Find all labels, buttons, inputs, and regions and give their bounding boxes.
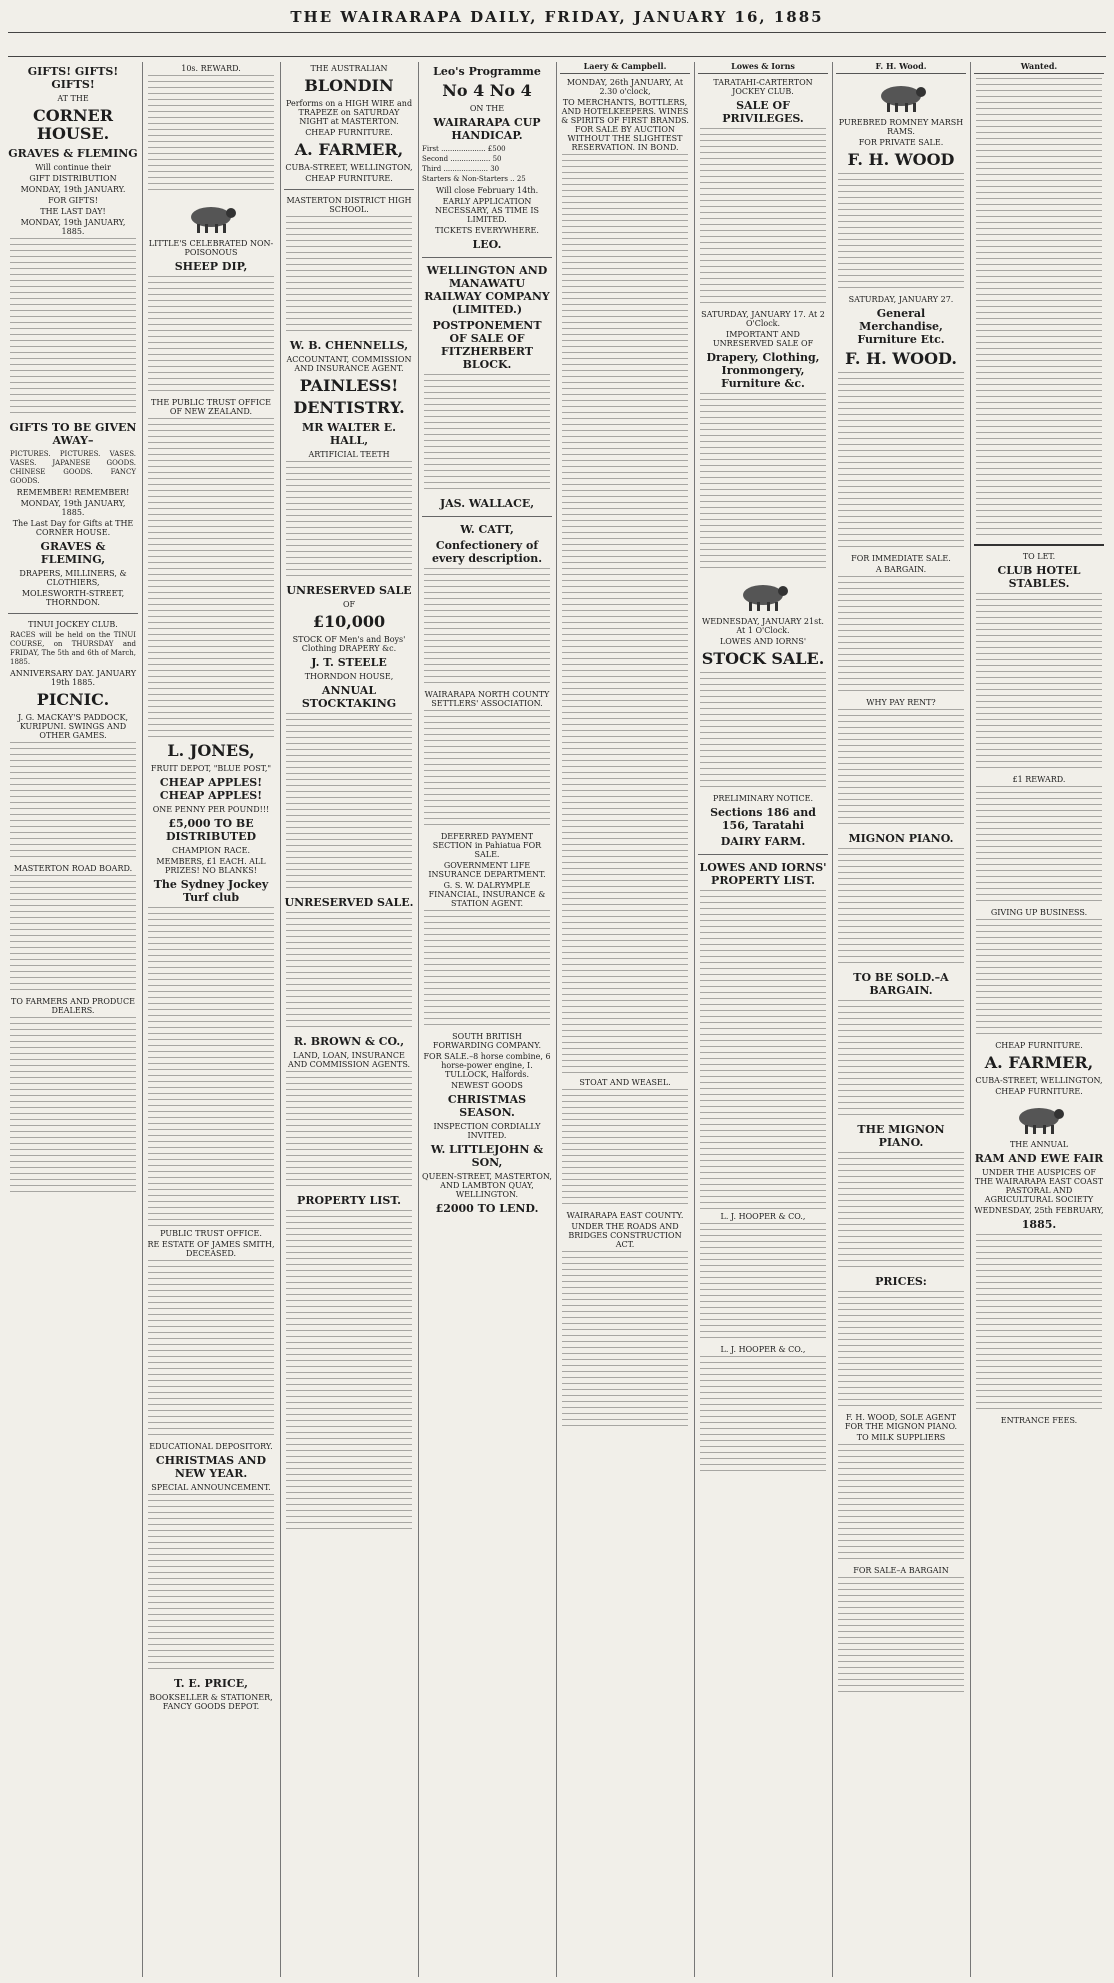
ad-headline: £5,000 TO BE DISTRIBUTED: [165, 817, 257, 843]
body-text-block: [286, 216, 412, 336]
column-divider: [418, 62, 419, 1977]
ad-headline: CHEAP APPLES! CHEAP APPLES!: [159, 776, 263, 802]
ad-headline: Drapery, Clothing, Ironmongery, Furniture &c.: [706, 351, 820, 390]
ad-headline: GIFTS! GIFTS! GIFTS!: [27, 65, 119, 91]
body-text-block: [10, 238, 136, 418]
body-text-block: [10, 875, 136, 995]
ad-text: PRELIMINARY NOTICE.: [712, 794, 813, 803]
body-text-block: [424, 710, 550, 830]
body-text-block: [286, 912, 412, 1032]
ad-text: CHEAP FURNITURE.: [305, 174, 393, 183]
ad-headline: J. T. STEELE: [311, 656, 387, 669]
ad-headline: PROPERTY LIST.: [297, 1194, 401, 1207]
ad-headline: CLUB HOTEL STABLES.: [997, 564, 1081, 590]
ad-text: GIFT DISTRIBUTION: [29, 174, 117, 183]
ad-text: DRAPERS, MILLINERS, & CLOTHIERS,: [19, 569, 127, 587]
ad-headline: JAS. WALLACE,: [439, 497, 535, 510]
body-text-block: [838, 576, 964, 696]
ad-text: FOR PRIVATE SALE.: [858, 138, 944, 147]
ad-text: TO MERCHANTS, BOTTLERS, AND HOTELKEEPERS. WINES & SPIRITS OF FIRST BRANDS. FOR SALE BY AUCTION WITHOUT THE SLIGHTEST RESERVATION. IN BOND.: [561, 98, 689, 152]
ad-text: DEFERRED PAYMENT SECTION in Pahiatua FOR SALE.: [432, 832, 542, 859]
ad-text: TO FARMERS AND PRODUCE DEALERS.: [11, 997, 135, 1015]
ad-headline: £10,000: [312, 612, 386, 631]
ad-text: ON THE: [469, 104, 505, 113]
prize-list: [422, 145, 552, 184]
ad-text: ONE PENNY PER POUND!!!: [152, 805, 270, 814]
ad-text: THE PUBLIC TRUST OFFICE OF NEW ZEALAND.: [151, 398, 271, 416]
separator: [422, 257, 552, 258]
body-text-block: [838, 709, 964, 829]
body-text-block: [838, 1152, 964, 1272]
separator: [974, 544, 1104, 546]
column-divider: [694, 62, 695, 1977]
ad-text: TINUI JOCKEY CLUB.: [28, 620, 118, 629]
body-text-block: [976, 593, 1102, 773]
ad-headline: Leo's Programme: [433, 65, 541, 78]
body-text-block: [700, 890, 826, 1210]
body-text-block: [976, 919, 1102, 1039]
body-text-block: [700, 1356, 826, 1476]
ad-headline: POSTPONEMENT OF SALE OF FITZHERBERT BLOCK.: [432, 319, 542, 371]
ad-text: UNDER THE ROADS AND BRIDGES CONSTRUCTION ACT.: [568, 1222, 682, 1249]
ad-headline: STOCK SALE.: [701, 649, 825, 668]
separator: [284, 189, 414, 190]
ad-text: THE ANNUAL: [1009, 1140, 1069, 1149]
ad-text: PICTURES. PICTURES. VASES. VASES. JAPANESE GOODS. CHINESE GOODS. FANCY GOODS.: [10, 450, 136, 485]
sheep-illustration: [1009, 1100, 1069, 1136]
ad-text: MASTERTON ROAD BOARD.: [13, 864, 133, 873]
body-text-block: [10, 742, 136, 862]
column-2: [146, 62, 276, 1977]
ad-text: £1 REWARD.: [1012, 775, 1066, 784]
column-divider: [832, 62, 833, 1977]
ad-headline: W. B. CHENNELLS,: [289, 339, 409, 352]
column-divider: [280, 62, 281, 1977]
body-text-block: [976, 78, 1102, 538]
ad-text: MASTERTON DISTRICT HIGH SCHOOL.: [286, 196, 412, 214]
ad-headline: GIFTS TO BE GIVEN AWAY–: [9, 421, 137, 447]
body-text-block: [424, 568, 550, 688]
ad-headline: UNRESERVED SALE: [286, 584, 412, 597]
body-text-block: [838, 1291, 964, 1411]
ad-text: Performs on a HIGH WIRE and TRAPEZE on SATURDAY NIGHT at MASTERTON.: [285, 99, 413, 126]
ad-text: OF: [342, 600, 356, 609]
ad-text: The Last Day for Gifts at THE CORNER HOUSE.: [12, 519, 134, 537]
ad-text: SPECIAL ANNOUNCEMENT.: [151, 1483, 271, 1492]
ad-text: L. J. HOOPER & CO.,: [720, 1212, 806, 1221]
ad-text: ARTIFICIAL TEETH: [308, 450, 390, 459]
ad-headline: L. JONES,: [167, 741, 255, 760]
ad-headline: A. FARMER,: [984, 1053, 1094, 1072]
ad-text: A BARGAIN.: [875, 565, 927, 574]
ad-text: CUBA-STREET, WELLINGTON,: [975, 1076, 1103, 1085]
ad-text: WAIRARAPA NORTH COUNTY SETTLERS' ASSOCIATION.: [424, 690, 550, 708]
ad-text: THE LAST DAY!: [40, 207, 106, 216]
ad-text: Will close February 14th.: [435, 186, 539, 195]
ad-text: MONDAY, 19th JANUARY, 1885.: [20, 499, 126, 517]
ad-headline: F. H. WOOD.: [845, 349, 957, 368]
ad-headline: MR WALTER E. HALL,: [302, 421, 396, 447]
ad-text: FOR IMMEDIATE SALE.: [851, 554, 951, 563]
ad-text: IMPORTANT AND UNRESERVED SALE OF: [712, 330, 814, 348]
ad-text: RACES will be held on the TINUI COURSE, on THURSDAY and FRIDAY, The 5th and 6th of March, 1885.: [10, 631, 136, 666]
column-divider: [556, 62, 557, 1977]
body-text-block: [838, 372, 964, 552]
ad-headline: CHRISTMAS AND NEW YEAR.: [155, 1454, 267, 1480]
ad-text: PUREBRED ROMNEY MARSH RAMS.: [838, 118, 964, 136]
sheep-illustration: [733, 577, 793, 613]
ad-headline: The Sydney Jockey Turf club: [153, 878, 269, 904]
ad-text: MONDAY, 19th JANUARY.: [20, 185, 126, 194]
ad-text: LITTLE'S CELEBRATED NON-POISONOUS: [148, 239, 274, 257]
body-text-block: [148, 907, 274, 1227]
ad-headline: LEO.: [472, 238, 502, 251]
body-text-block: [976, 1234, 1102, 1414]
ad-text: RE ESTATE OF JAMES SMITH, DECEASED.: [147, 1240, 275, 1258]
ad-text: REMEMBER! REMEMBER!: [16, 488, 130, 497]
body-text-block: [838, 848, 964, 968]
body-text-block: [700, 128, 826, 308]
ad-text: BOOKSELLER & STATIONER, FANCY GOODS DEPOT.: [149, 1693, 273, 1711]
ad-text: UNDER THE AUSPICES OF THE WAIRARAPA EAST COAST PASTORAL AND AGRICULTURAL SOCIETY: [974, 1168, 1104, 1204]
body-text-block: [976, 786, 1102, 906]
ad-text: NEWEST GOODS: [451, 1081, 523, 1090]
prize-list-item: First .................... £500: [422, 145, 506, 153]
body-text-block: [838, 1444, 964, 1564]
ad-headline: No 4 No 4: [442, 81, 532, 100]
body-text-block: [838, 173, 964, 293]
body-text-block: [148, 276, 274, 396]
ad-text: WEDNESDAY, 25th FEBRUARY,: [974, 1206, 1104, 1215]
ad-headline: THE MIGNON PIANO.: [857, 1123, 945, 1149]
ad-headline: SHEEP DIP,: [174, 260, 248, 273]
column-4: [422, 62, 552, 1977]
body-text-block: [700, 672, 826, 792]
ad-text: TO LET.: [1022, 552, 1056, 561]
ad-headline: PAINLESS!: [299, 376, 399, 395]
ad-text: LAND, LOAN, INSURANCE AND COMMISSION AGENTS.: [287, 1051, 411, 1069]
ad-text: STOCK OF Men's and Boys' Clothing DRAPERY &c.: [292, 635, 406, 653]
body-text-block: [286, 1210, 412, 1530]
ad-headline: WELLINGTON AND MANAWATU RAILWAY COMPANY (LIMITED.): [424, 264, 550, 316]
ad-text: CUBA-STREET, WELLINGTON,: [285, 163, 413, 172]
body-text-block: [286, 461, 412, 581]
body-text-block: [286, 713, 412, 893]
column-divider: [142, 62, 143, 1977]
ad-headline: T. E. PRICE,: [174, 1677, 248, 1690]
ad-headline: Confectionery of every description.: [431, 539, 543, 565]
ad-text: CHEAP FURNITURE.: [995, 1041, 1083, 1050]
ad-text: F. H. WOOD, SOLE AGENT FOR THE MIGNON PIANO.: [844, 1413, 958, 1431]
ad-headline: F. H. WOOD: [847, 150, 955, 169]
ad-text: SATURDAY, JANUARY 27.: [848, 295, 954, 304]
ad-headline: £2000 TO LEND.: [435, 1202, 539, 1215]
ad-text: GOVERNMENT LIFE INSURANCE DEPARTMENT.: [428, 861, 546, 879]
body-text-block: [424, 374, 550, 494]
column-header: Wanted.: [974, 62, 1104, 74]
ad-text: QUEEN-STREET, MASTERTON, AND LAMBTON QUAY, WELLINGTON.: [422, 1172, 552, 1199]
body-text-block: [424, 910, 550, 1030]
column-header: Lowes & Iorns: [698, 62, 828, 74]
column-header: Laery & Campbell.: [560, 62, 690, 74]
body-text-block: [562, 616, 688, 1076]
ad-headline: CORNER HOUSE.: [32, 106, 114, 143]
masthead: THE WAIRARAPA DAILY, FRIDAY, JANUARY 16, 1885: [290, 8, 824, 26]
body-text-block: [562, 154, 688, 614]
column-3: [284, 62, 414, 1977]
ad-text: Will continue their: [35, 163, 111, 172]
body-text-block: [148, 1494, 274, 1674]
ad-headline: A. FARMER,: [294, 140, 404, 159]
ad-text: LOWES AND IORNS': [719, 637, 807, 646]
ad-headline: MIGNON PIANO.: [848, 832, 954, 845]
body-text-block: [700, 1223, 826, 1343]
column-8: [974, 62, 1104, 1977]
column-5: [560, 62, 690, 1977]
ad-text: MEMBERS, £1 EACH. ALL PRIZES! NO BLANKS!: [156, 857, 266, 875]
ad-headline: DENTISTRY.: [293, 398, 405, 417]
ad-text: FRUIT DEPOT, "BLUE POST,": [150, 764, 272, 773]
prize-list-item: Third .................... 30: [422, 165, 500, 173]
body-text-block: [148, 1260, 274, 1440]
ad-text: MONDAY, 26th JANUARY, At 2.30 o'clock,: [566, 78, 684, 96]
ad-headline: SALE OF PRIVILEGES.: [722, 99, 804, 125]
ad-text: WAIRARAPA EAST COUNTY.: [566, 1211, 684, 1220]
ad-headline: GRAVES & FLEMING,: [40, 540, 106, 566]
ad-headline: DAIRY FARM.: [720, 835, 806, 848]
prize-list-item: Second .................. 50: [422, 155, 502, 163]
body-text-block: [562, 1251, 688, 1431]
ad-text: STOAT AND WEASEL.: [579, 1078, 671, 1087]
ad-text: GIVING UP BUSINESS.: [990, 908, 1088, 917]
ad-text: PUBLIC TRUST OFFICE.: [160, 1229, 262, 1238]
ad-text: CHAMPION RACE.: [171, 846, 250, 855]
ad-text: TARATAHI-CARTERTON JOCKEY CLUB.: [713, 78, 813, 96]
ad-text: MOLESWORTH-STREET, THORNDON.: [21, 589, 125, 607]
prize-list-item: Starters & Non-Starters .. 25: [422, 175, 526, 183]
masthead-rule-bottom: [8, 56, 1106, 57]
body-text-block: [286, 1071, 412, 1191]
ad-text: EARLY APPLICATION NECESSARY, AS TIME IS LIMITED.: [434, 197, 540, 224]
ad-text: FOR GIFTS!: [48, 196, 98, 205]
ad-headline: WAIRARAPA CUP HANDICAP.: [433, 116, 541, 142]
ad-text: THORNDON HOUSE,: [304, 672, 394, 681]
column-7: [836, 62, 966, 1977]
ad-text: CHEAP FURNITURE.: [305, 128, 393, 137]
sheep-illustration: [181, 199, 241, 235]
body-text-block: [700, 393, 826, 573]
body-text-block: [838, 1577, 964, 1697]
ad-headline: General Merchandise, Furniture Etc.: [857, 307, 945, 346]
ad-text: FOR SALE.–8 horse combine, 6 horse-power engine, I. TULLOCK, Halfords.: [423, 1052, 551, 1079]
ad-headline: UNRESERVED SALE.: [284, 896, 414, 909]
ad-headline: Sections 186 and 156, Taratahi: [710, 806, 816, 832]
ad-text: ENTRANCE FEES.: [1000, 1416, 1078, 1425]
ad-headline: ANNUAL STOCKTAKING: [301, 684, 397, 710]
ad-text: TICKETS EVERYWHERE.: [435, 226, 539, 235]
ad-headline: CHRISTMAS SEASON.: [447, 1093, 527, 1119]
ad-headline: RAM AND EWE FAIR: [974, 1152, 1104, 1165]
ad-headline: R. BROWN & CO.,: [293, 1035, 405, 1048]
ad-headline: 1885.: [1021, 1218, 1057, 1231]
ad-headline: PRICES:: [875, 1275, 927, 1288]
masthead-rule-top: [8, 32, 1106, 33]
ad-headline: W. LITTLEJOHN & SON,: [430, 1143, 544, 1169]
separator: [8, 613, 138, 614]
body-text-block: [10, 1017, 136, 1197]
ad-text: SATURDAY, JANUARY 17. At 2 O'Clock.: [701, 310, 825, 328]
column-6: [698, 62, 828, 1977]
ad-text: FOR SALE–A BARGAIN: [853, 1566, 949, 1575]
ad-headline: PICNIC.: [36, 690, 110, 709]
ad-headline: GRAVES & FLEMING: [8, 147, 138, 160]
ad-text: TO MILK SUPPLIERS: [856, 1433, 946, 1442]
body-text-block: [562, 1089, 688, 1209]
body-text-block: [148, 418, 274, 738]
ad-text: G. S. W. DALRYMPLE FINANCIAL, INSURANCE & STATION AGENT.: [428, 881, 546, 908]
ad-text: ANNIVERSARY DAY. JANUARY 19th 1885.: [10, 669, 136, 687]
ad-text: J. G. MACKAY'S PADDOCK, KURIPUNI. SWINGS AND OTHER GAMES.: [17, 713, 128, 740]
ad-headline: TO BE SOLD.–A BARGAIN.: [853, 971, 949, 997]
ad-text: THE AUSTRALIAN: [310, 64, 388, 73]
sheep-illustration: [871, 78, 931, 114]
ad-text: INSPECTION CORDIALLY INVITED.: [433, 1122, 541, 1140]
ad-text: EDUCATIONAL DEPOSITORY.: [149, 1442, 273, 1451]
ad-text: 10s. REWARD.: [181, 64, 241, 73]
ad-text: ACCOUNTANT, COMMISSION AND INSURANCE AGENT.: [286, 355, 412, 373]
separator: [422, 516, 552, 517]
body-text-block: [148, 75, 274, 195]
ad-text: CHEAP FURNITURE.: [995, 1087, 1083, 1096]
ad-text: WEDNESDAY, JANUARY 21st. At 1 O'Clock.: [702, 617, 824, 635]
ad-text: AT THE: [57, 94, 89, 103]
ad-text: WHY PAY RENT?: [866, 698, 936, 707]
ad-text: MONDAY, 19th JANUARY, 1885.: [20, 218, 126, 236]
ad-text: SOUTH BRITISH FORWARDING COMPANY.: [432, 1032, 542, 1050]
column-header: F. H. Wood.: [836, 62, 966, 74]
ad-headline: W. CATT,: [460, 523, 514, 536]
column-1: [8, 62, 138, 1977]
separator: [698, 854, 828, 855]
ad-headline: LOWES AND IORNS' PROPERTY LIST.: [699, 861, 827, 887]
column-divider: [970, 62, 971, 1977]
ad-text: L. J. HOOPER & CO.,: [720, 1345, 806, 1354]
body-text-block: [838, 1000, 964, 1120]
ad-headline: BLONDIN: [304, 76, 394, 95]
